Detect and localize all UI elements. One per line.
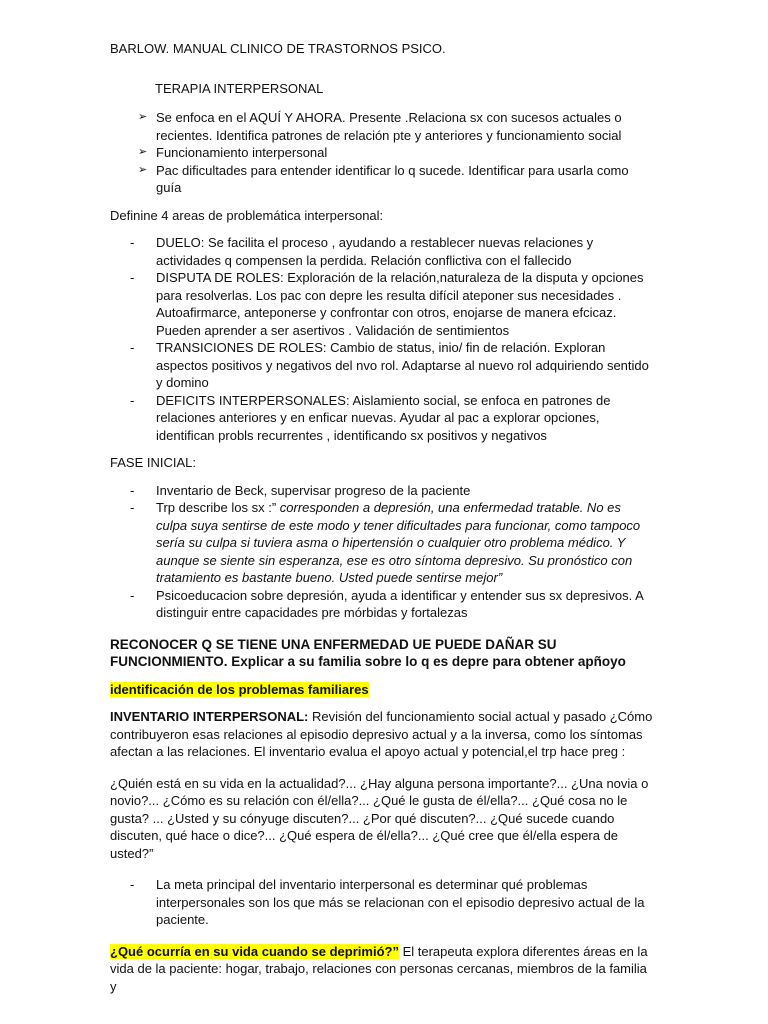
fase-item: - Psicoeducacion sobre depresión, ayuda a identificar y entender sus sx depresivos. A distinguir entre capacidades pre mórbidas y fortalezas bbox=[130, 587, 644, 620]
area-item: - TRANSICIONES DE ROLES: Cambio de status, inio/ fin de relación. Exploran aspectos positivos y negativos del nvo rol. Adaptarse al nuevo rol adquiriendo sentido y domino bbox=[130, 340, 649, 390]
fase-inicial-title: FASE INICIAL: bbox=[110, 455, 196, 470]
meta-item: - La meta principal del inventario interpersonal es determinar qué problemas interpersonales son los que más se relacionan con el episodio depresivo actual de la paciente. bbox=[130, 877, 645, 927]
dash-bullet: - bbox=[130, 587, 135, 603]
arrow-item: ➢ Se enfoca en el AQUÍ Y AHORA. Presente .Relaciona sx con sucesos actuales o recientes. Identifica patrones de relación pte y anteriores y funcionamiento social bbox=[138, 110, 622, 143]
highlight-heading: identificación de los problemas familiares bbox=[110, 681, 369, 697]
final-paragraph: ¿Qué ocurría en su vida cuando se deprimió?” El terapeuta explora diferentes áreas en la vida de la paciente: hogar, trabajo, relaciones con personas cercanas, miembros de la familia y bbox=[110, 943, 648, 994]
arrow-bullet-list bbox=[110, 109, 655, 197]
dash-bullet: - bbox=[130, 392, 135, 408]
arrow-bullet-icon: ➢ bbox=[138, 146, 148, 158]
document-title: BARLOW. MANUAL CLINICO DE TRASTORNOS PSICO. bbox=[110, 41, 446, 56]
area-item: - DUELO: Se facilita el proceso , ayudando a restablecer nuevas relaciones y actividades q compensen la perdida. Relación conflictiva con el fallecido bbox=[130, 235, 594, 268]
areas-intro: Definine 4 areas de problemática interpersonal: bbox=[110, 207, 384, 223]
inventario-paragraph: INVENTARIO INTERPERSONAL: Revisión del funcionamiento social actual y pasado ¿Cómo contribuyeron esas relaciones al episodio depresivo actual y a la inversa, como los síntomas afectan a las relaciones. El inventario evalua el apoyo actual y potencial,el trp hace preg : bbox=[110, 709, 653, 759]
fase-inicial-list bbox=[110, 482, 655, 622]
arrow-bullet-icon: ➢ bbox=[138, 111, 148, 123]
final-highlight: ¿Qué ocurría en su vida cuando se deprimió?” bbox=[110, 943, 399, 959]
questions-paragraph: ¿Quién está en su vida en la actualidad?... ¿Hay alguna persona importante?... ¿Una novia o novio?... ¿Cómo es su relación con él/ella?... ¿Qué le gusta de él/ella?... ¿Qué cosa no le gusta? ... ¿Usted y su cónyuge discuten?... ¿Por qué discuten?... ¿Qué sucede cuando discuten, qué hace o dice?... ¿Qué espera de él/ella?... ¿Qué cree que él/ella espera de usted?” bbox=[110, 775, 649, 861]
dash-bullet: - bbox=[130, 340, 135, 355]
dash-bullet: - bbox=[130, 500, 135, 515]
area-item: - DEFICITS INTERPERSONALES: Aislamiento social, se enfoca en patrones de relaciones anteriores y en enficar nuevas. Ayudar al pac a explorar opciones, identifican probls recurrentes , identificando sx positivos y negativos bbox=[130, 392, 611, 443]
fase-item: - Inventario de Beck, supervisar progreso de la paciente bbox=[130, 482, 471, 498]
arrow-bullet-icon: ➢ bbox=[138, 163, 148, 176]
inventario-label: INVENTARIO INTERPERSONAL: bbox=[110, 709, 309, 724]
dash-bullet: - bbox=[130, 482, 135, 498]
area-item: - DISPUTA DE ROLES: Exploración de la relación,naturaleza de la disputa y opciones para resolverlas. Los pac con depre les resulta difícil ateponer sus necesidades . Autoafirmarce, anteponerse y confrontar con otros, enojarse de manera efcicaz. Pueden aprender a ser asertivos . Validación de sentimientos bbox=[130, 270, 644, 338]
reconocer-paragraph: RECONOCER Q SE TIENE UNA ENFERMEDAD UE PUEDE DAÑAR SU FUNCIONMIENTO. Explicar a su familia sobre lo q es depre para obtener apñoyo bbox=[110, 636, 626, 669]
dash-bullet: - bbox=[130, 235, 135, 250]
dash-bullet: - bbox=[130, 877, 135, 892]
document-body bbox=[110, 40, 655, 995]
therapist-quote: corresponden a depresión, una enfermedad tratable. No es culpa suya sentirse de este modo y tener dificultades para funcionar, como tampoco sería su culpa si tuviera asma o hipertensión o cualquier otro problema médico. Y aunque se siente sin esperanza, ese es otro síntoma depresivo. Su pronóstico con tratamiento es bastante bueno. Usted puede sentirse mejor” bbox=[156, 500, 641, 585]
areas-list bbox=[110, 234, 655, 444]
meta-list bbox=[110, 876, 655, 929]
fase-item: - Trp describe los sx :” corresponden a depresión, una enfermedad tratable. No es culpa suya sentirse de este modo y tener dificultades para funcionar, como tampoco sería su culpa si tuviera asma o hipertensión o cualquier otro problema médico. Y aunque se siente sin esperanza, ese es otro síntoma depresivo. Su pronóstico con tratamiento es bastante bueno. Usted puede sentirse mejor” bbox=[130, 500, 641, 585]
dash-bullet: - bbox=[130, 270, 135, 285]
arrow-item: ➢ Pac dificultades para entender identificar lo q sucede. Identificar para usarla como guía bbox=[138, 162, 629, 195]
arrow-item: ➢ Funcionamiento interpersonal bbox=[138, 145, 328, 160]
section-title: TERAPIA INTERPERSONAL bbox=[155, 80, 324, 96]
